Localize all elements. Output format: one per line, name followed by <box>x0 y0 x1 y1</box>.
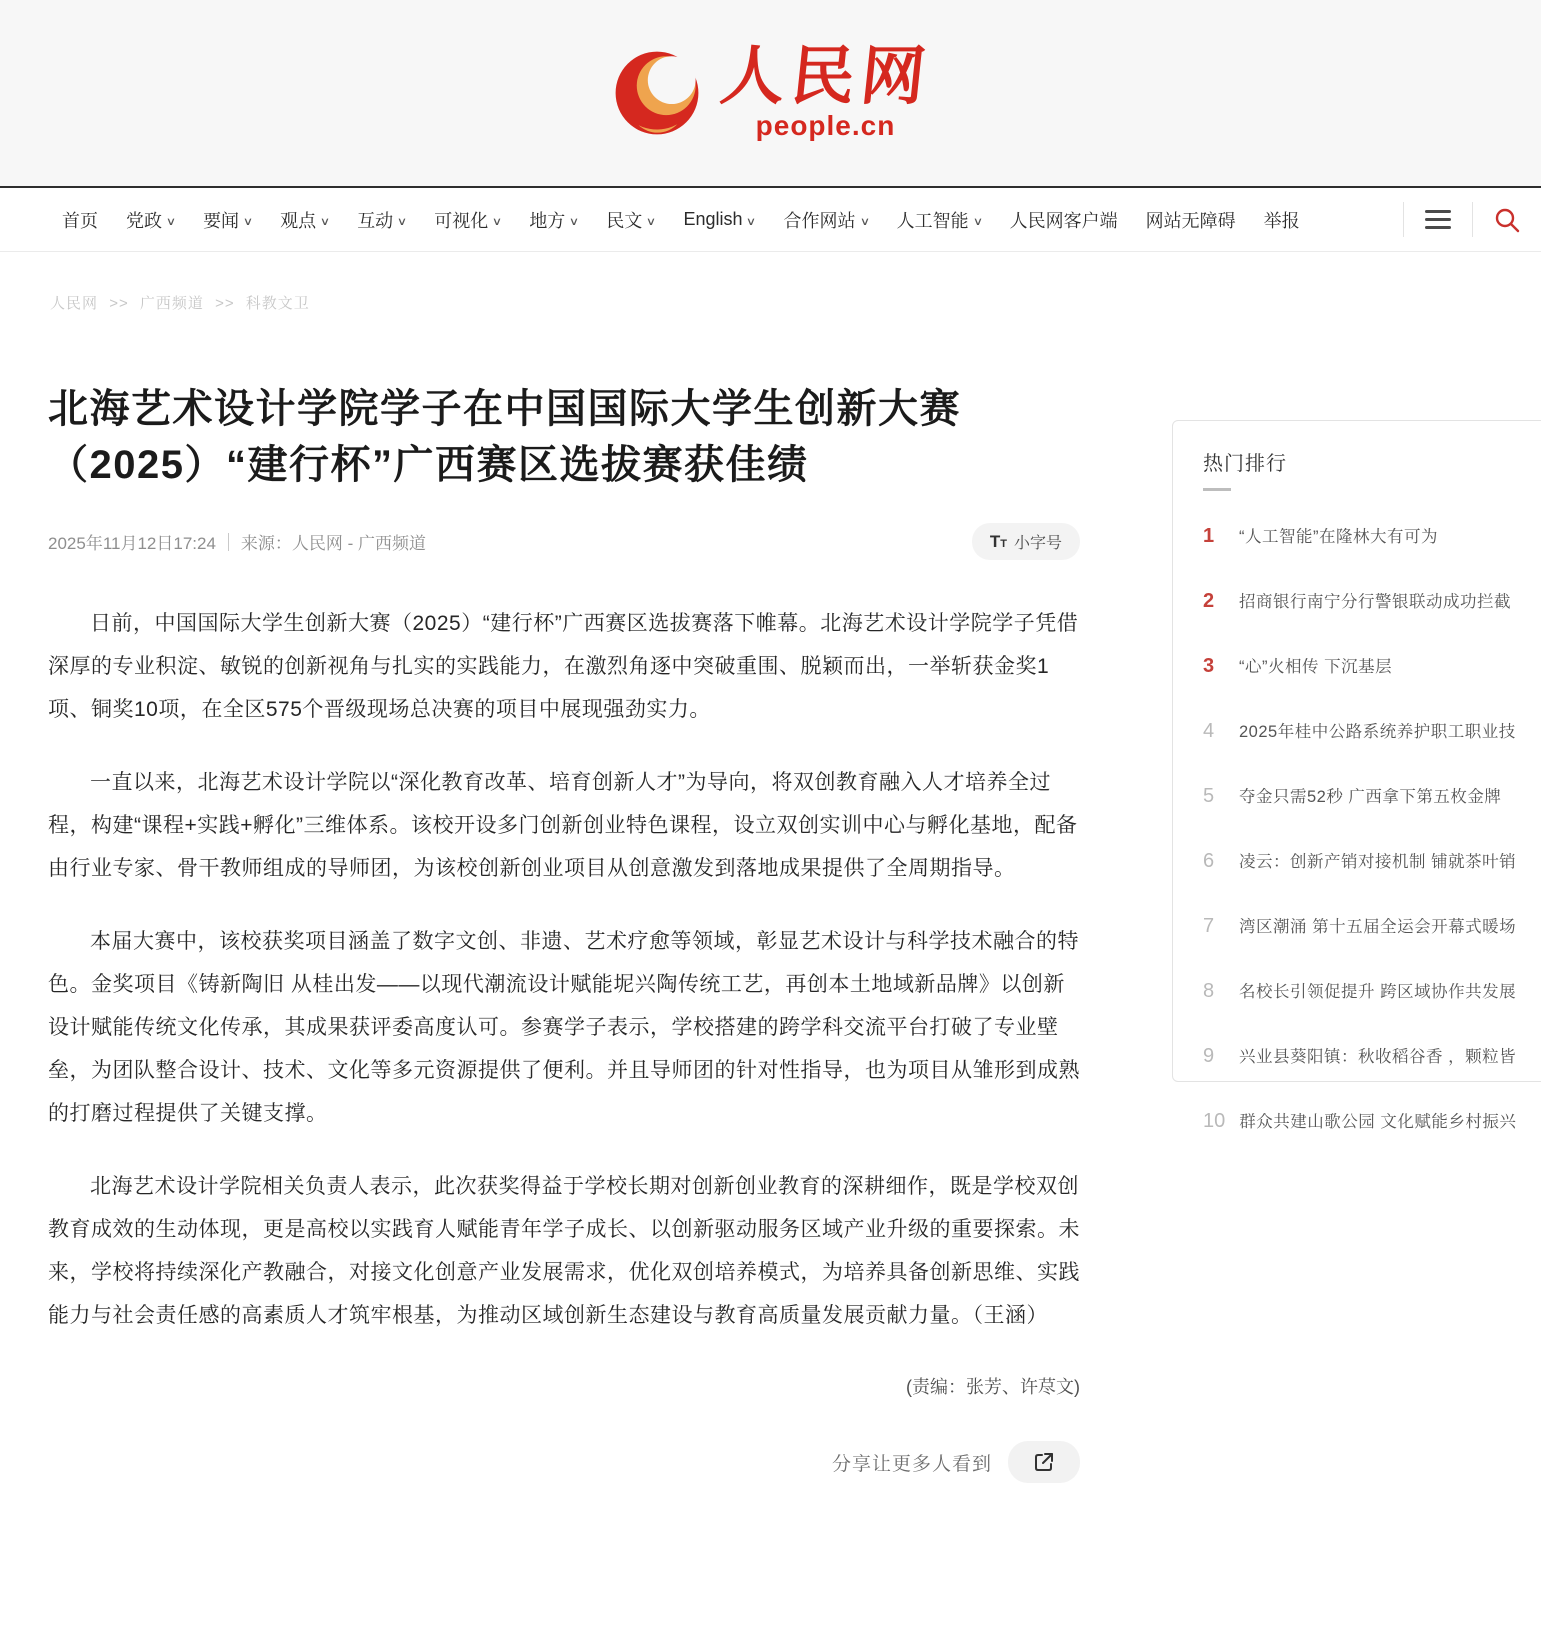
breadcrumb-separator: >> <box>109 295 129 312</box>
menu-icon <box>1425 205 1451 234</box>
article-meta <box>48 529 426 554</box>
site-domain: people.cn <box>755 110 896 141</box>
article-paragraph: 日前，中国国际大学生创新大赛（2025）“建行杯”广西赛区选拔赛落下帷幕。北海艺术设计学院学子凭借深厚的专业积淀、敏锐的创新视角与扎实的实践能力，在激烈角逐中突破重围、脱颖而出，一举斩获金奖1项、铜奖10项，在全区575个晋级现场总决赛的项目中展现强劲实力。 <box>48 612 1079 721</box>
list-item <box>1203 523 1541 548</box>
share-label: 分享让更多人看到 <box>831 1453 992 1475</box>
chevron-down-icon: ∨ <box>569 215 580 228</box>
article-date: 2025年11月12日17:24 <box>48 534 216 553</box>
breadcrumb-link-people[interactable]: 人民网 <box>50 295 99 312</box>
nav-item-minwen[interactable]: 民文 ∨ <box>606 210 657 231</box>
chevron-down-icon: ∨ <box>319 215 331 228</box>
list-item <box>1203 653 1541 678</box>
hot-item-link[interactable]: 名校长引领促提升 跨区域协作共发展 <box>1239 983 1517 1001</box>
nav-item-yaowen[interactable]: 要闻 ∨ <box>203 210 254 231</box>
rank-badge: 5 <box>1203 785 1215 807</box>
article-source-label: 来源： <box>240 534 292 553</box>
rank-badge: 1 <box>1203 525 1215 547</box>
list-item <box>1203 718 1541 743</box>
site-header <box>0 0 1541 186</box>
chevron-down-icon: ∨ <box>492 215 503 228</box>
list-item <box>1203 978 1541 1003</box>
font-size-button-label: 小字号 <box>1013 535 1062 552</box>
hot-item-link[interactable]: 招商银行南宁分行警银联动成功拦截 <box>1239 593 1511 611</box>
nav-right-controls <box>1403 188 1541 251</box>
article-body <box>48 602 1080 1337</box>
article-paragraph: 本届大赛中，该校获奖项目涵盖了数字文创、非遗、艺术疗愈等领域，彰显艺术设计与科学技术融合的特色。金奖项目《铸新陶旧 从桂出发——以现代潮流设计赋能坭兴陶传统工艺，再创本土地域新品牌》以创新设计赋能传统文化传承，其成果获评委高度认可。参赛学子表示，学校搭建的跨学科交流平台打破了专业壁垒，为团队整合设计、技术、文化等多元资源提供了便利。并且导师团的针对性指导，也为项目从雏形到成熟的打磨过程提供了关键支撑。 <box>48 930 1080 1125</box>
rank-badge: 10 <box>1203 1110 1226 1132</box>
divider <box>1203 488 1231 491</box>
breadcrumb-link-guangxi[interactable]: 广西频道 <box>139 295 204 312</box>
article-source[interactable]: 人民网 - 广西频道 <box>291 534 427 553</box>
hot-item-link[interactable]: 湾区潮涌 第十五届全运会开幕式暖场 <box>1239 918 1517 936</box>
chevron-down-icon: ∨ <box>396 215 408 228</box>
rank-badge: 6 <box>1203 850 1215 872</box>
article-column <box>48 381 1080 1513</box>
chevron-down-icon: ∨ <box>242 215 254 228</box>
list-item <box>1203 783 1541 808</box>
breadcrumb <box>0 252 1541 313</box>
main-nav <box>0 186 1541 252</box>
share-row <box>48 1441 1080 1513</box>
hot-item-link[interactable]: “心”火相传 下沉基层 <box>1239 658 1393 676</box>
rank-badge: 3 <box>1203 655 1215 677</box>
nav-item-app[interactable]: 人民网客户端 <box>1009 210 1118 231</box>
hot-item-link[interactable]: “人工智能”在隆林大有可为 <box>1239 528 1438 546</box>
rank-badge: 4 <box>1203 720 1215 742</box>
editor-note: (责编：张芳、许荩文) <box>906 1377 1080 1397</box>
nav-item-english[interactable]: English ∨ <box>683 209 757 229</box>
article-paragraph: 北海艺术设计学院相关负责人表示，此次获奖得益于学校长期对创新创业教育的深耕细作，既是学校双创教育成效的生动体现，更是高校以实践育人赋能青年学子成长、以创新驱动服务区域产业升级的重要探索。未来，学校将持续深化产教融合，对接文化创意产业发展需求，优化双创培养模式，为培养具备创新思维、实践能力与社会责任感的高素质人才筑牢根基，为推动区域创新生态建设与教育高质量发展贡献力量。（王涵） <box>48 1175 1080 1327</box>
nav-item-hudong[interactable]: 互动 ∨ <box>357 210 408 231</box>
nav-item-rengongzhineng[interactable]: 人工智能 ∨ <box>896 210 983 231</box>
article-meta-row <box>48 523 1080 560</box>
list-item <box>1203 588 1541 613</box>
nav-item-report[interactable]: 举报 <box>1263 210 1300 231</box>
hot-item-link[interactable]: 兴业县葵阳镇：秋收稻谷香 ，颗粒皆 <box>1239 1048 1517 1066</box>
nav-item-accessibility[interactable]: 网站无障碍 <box>1145 210 1236 231</box>
people-logo-swirl-icon <box>611 47 703 139</box>
chevron-down-icon: ∨ <box>646 215 657 228</box>
list-item <box>1203 848 1541 873</box>
nav-item-dangzheng[interactable]: 党政 ∨ <box>126 210 177 231</box>
font-size-button[interactable] <box>972 523 1080 560</box>
chevron-down-icon: ∨ <box>859 215 870 228</box>
nav-item-guandian[interactable]: 观点 ∨ <box>280 210 331 231</box>
chevron-down-icon: ∨ <box>165 215 177 228</box>
nav-item-home[interactable]: 首页 <box>62 210 98 231</box>
font-size-icon: TT <box>989 531 1007 551</box>
share-button[interactable] <box>1008 1441 1080 1483</box>
hot-ranking-title: 热门排行 <box>1203 453 1287 475</box>
nav-items <box>0 188 1403 251</box>
nav-item-keshihua[interactable]: 可视化 ∨ <box>434 210 503 231</box>
breadcrumb-link-kejiaowenwei[interactable]: 科教文卫 <box>245 295 310 312</box>
rank-badge: 8 <box>1203 980 1215 1002</box>
people-logo[interactable] <box>611 40 935 142</box>
share-icon <box>1032 1450 1056 1474</box>
hot-ranking-list <box>1203 523 1541 1133</box>
rank-badge: 2 <box>1203 590 1215 612</box>
hot-item-link[interactable]: 夺金只需52秒 广西拿下第五枚金牌 <box>1239 788 1502 806</box>
search-button[interactable] <box>1473 188 1541 251</box>
list-item <box>1203 1043 1541 1068</box>
hot-item-link[interactable]: 2025年桂中公路系统养护职工职业技 <box>1239 723 1516 741</box>
chevron-down-icon: ∨ <box>746 215 757 228</box>
nav-item-difang[interactable]: 地方 ∨ <box>529 210 580 231</box>
rank-badge: 7 <box>1203 915 1215 937</box>
list-item <box>1203 1108 1541 1133</box>
hot-item-link[interactable]: 凌云：创新产销对接机制 铺就茶叶销 <box>1239 853 1517 871</box>
hot-item-link[interactable]: 群众共建山歌公园 文化赋能乡村振兴 <box>1239 1113 1517 1131</box>
divider <box>228 533 229 551</box>
page-title: 北海艺术设计学院学子在中国国际大学生创新大赛（2025）“建行杯”广西赛区选拔赛获佳绩 <box>48 387 961 487</box>
nav-item-hezuowangzhan[interactable]: 合作网站 ∨ <box>783 210 870 231</box>
article-paragraph: 一直以来，北海艺术设计学院以“深化教育改革、培育创新人才”为导向，将双创教育融入人才培养全过程，构建“课程+实践+孵化”三维体系。该校开设多门创新创业特色课程，设立双创实训中心与孵化基地，配备由行业专家、骨干教师组成的导师团，为该校创新创业项目从创意激发到落地成果提供了全周期指导。 <box>48 771 1078 880</box>
menu-button[interactable] <box>1404 188 1472 251</box>
rank-badge: 9 <box>1203 1045 1215 1067</box>
chevron-down-icon: ∨ <box>972 215 983 228</box>
search-icon <box>1494 207 1520 233</box>
list-item <box>1203 913 1541 938</box>
site-name: 人民网 <box>716 40 935 112</box>
breadcrumb-separator: >> <box>215 295 235 312</box>
hot-ranking-panel <box>1172 420 1541 1132</box>
